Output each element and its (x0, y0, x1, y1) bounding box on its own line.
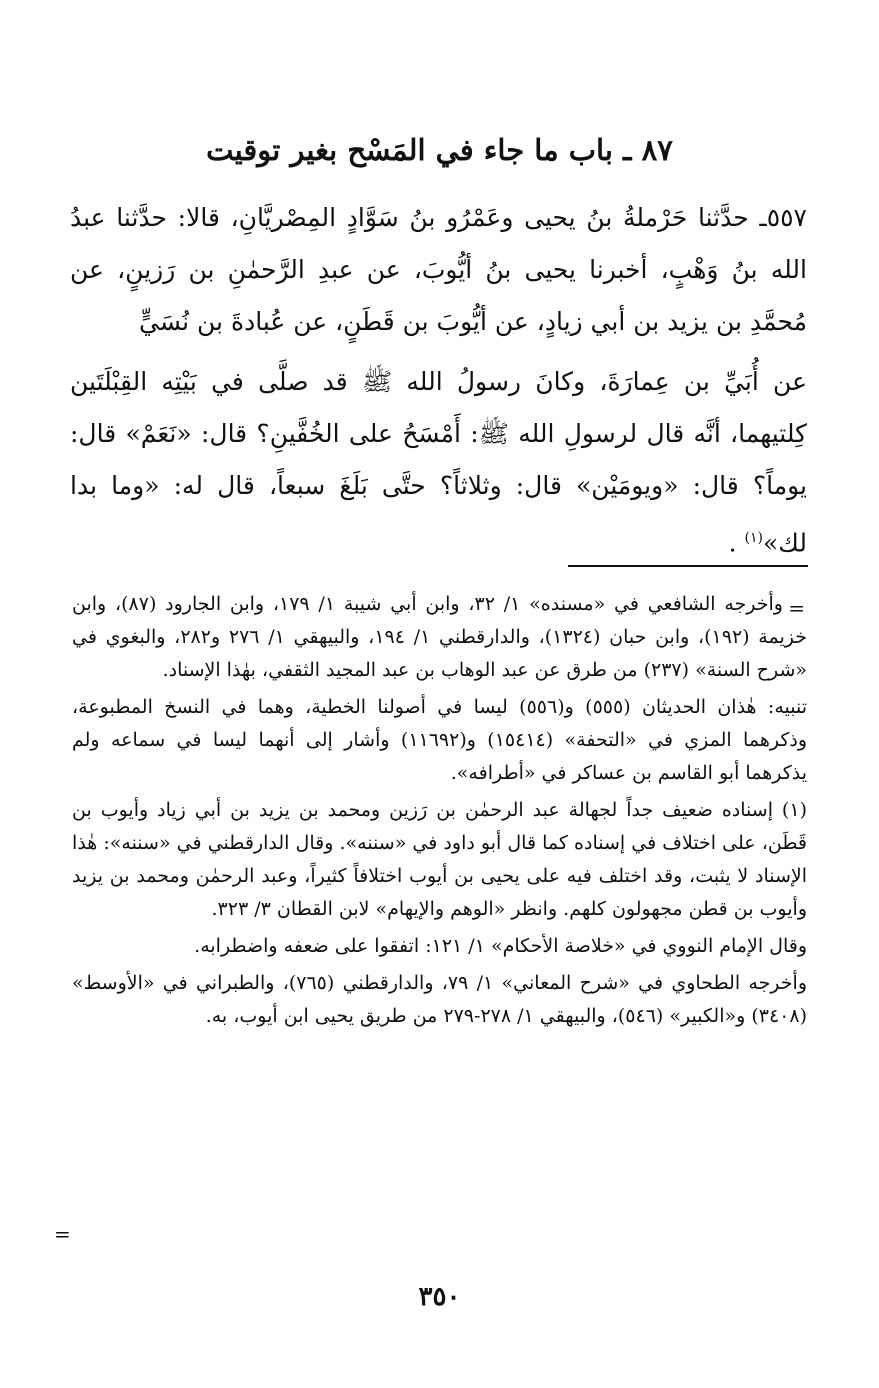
page-number: ٣٥٠ (418, 1282, 461, 1312)
footnote-reference: (١) (744, 530, 764, 546)
footnote-1: (١) إسناده ضعيف جداً لجهالة عبد الرحمٰن بن رَزين ومحمد بن يزيد بن أبي زياد وأيوب بن قَطَن، على اختلاف في إسناده كما قال أبو داود في «سننه». وقال الدارقطني في «سننه»: هٰذا الإسناد لا يثبت، وقد اختلف فيه على يحيى بن أيوب اختلافاً كثيراً، وعبد الرحمٰن ومحمد بن يزيد وأيوب بن قطن مجهولون كلهم. وانظر «الوهم والإيهام» لابن القطان ٣/ ٣٢٣. (72, 799, 807, 920)
hadith-end: . (728, 528, 737, 558)
hadith-matn-paragraph (70, 356, 807, 569)
hadith-text (70, 192, 807, 569)
footnote-tahawi: وأخرجه الطحاوي في «شرح المعاني» ١/ ٧٩، والدارقطني (٧٦٥)، والطبراني في «الأوسط» (٣٤٠٨) و«الكبير» (٥٤٦)، والبيهقي ١/ ٢٧٨-٢٧٩ من طريق يحيى ابن أيوب، به. (72, 972, 807, 1027)
footnote-separator (568, 565, 808, 567)
chapter-title: ٨٧ ـ باب ما جاء في المَسْح بغير توقيت (206, 133, 673, 167)
footnote-takhrij: وأخرجه الشافعي في «مسنده» ١/ ٣٢، وابن أبي شيبة ١/ ١٧٩، وابن الجارود (٨٧)، وابن خزيمة (١٩٢)، وابن حبان (١٣٢٤)، والدارقطني ١/ ١٩٤، والبيهقي ١/ ٢٧٦ و٢٨٢، والبغوي في «شرح السنة» (٢٣٧) من طرق عن عبد الوهاب بن عبد المجيد الثقفي، بهٰذا الإسناد. (72, 593, 807, 681)
footnote-tanbih: تنبيه: هٰذان الحديثان (٥٥٥) و(٥٥٦) ليسا في أصولنا الخطية، وهما في النسخ المطبوعة، وذكرهما المزي في «التحفة» (١٥٤١٤) و(١١٦٩٢) وأشار إلى أنهما ليسا في سماعه ولم يذكرهما أبو القاسم بن عساكر في «أطرافه». (72, 696, 808, 784)
footnote-nawawi: وقال الإمام النووي في «خلاصة الأحكام» ١/ ١٢١: اتفقوا على ضعفه واضطرابه. (194, 935, 807, 957)
hadith-isnad: ٥٥٧ـ حدَّثنا حَرْملةُ بنُ يحيى وعَمْرُو بنُ سَوَّادٍ المِصْريَّانِ، قالا: حدَّثنا عبدُ الله بنُ وَهْبٍ، أخبرنا يحيى بنُ أيُّوبَ، عن عبدِ الرَّحمٰنِ بن رَزينٍ، عن مُحمَّدِ بن يزيد بن أبي زيادٍ، عن أيُّوبَ بن قَطَنٍ، عن عُبادةَ بن نُسَيٍّ (70, 203, 807, 336)
continuation-mark-bottom: = (54, 1222, 71, 1246)
footnotes (72, 588, 807, 1037)
continuation-mark-top: = (788, 596, 805, 620)
hadith-matn: عن أُبَيِّ بن عِمارَةَ، وكانَ رسولُ الله ﷺ قد صلَّى في بَيْتِه القِبْلَتَين كِلتيهما، أنَّه قال لرسولِ الله ﷺ: أَمْسَحُ على الخُفَّينِ؟ قال: «نَعَمْ» قال: يوماً؟ قال: «ويومَيْن» قال: وثلاثاً؟ حتَّى بَلَغَ سبعاً، قال له: «وما بدا لك» (70, 367, 807, 558)
